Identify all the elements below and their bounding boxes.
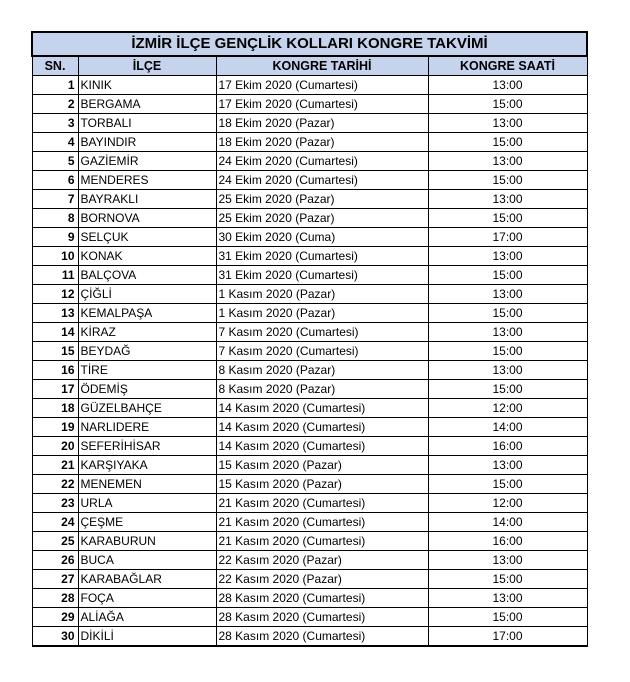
row-sn-cell: 20 xyxy=(32,437,78,456)
row-ilce-cell: MENEMEN xyxy=(78,475,216,494)
table-row xyxy=(32,399,587,418)
table-title: İZMİR İLÇE GENÇLİK KOLLARI KONGRE TAKVİMİ xyxy=(32,32,587,56)
column-header-sn: SN. xyxy=(32,56,78,76)
row-tarih-cell: 17 Ekim 2020 (Cumartesi) xyxy=(216,76,428,95)
table-body xyxy=(32,76,587,647)
row-sn-cell: 5 xyxy=(32,152,78,171)
row-tarih-cell: 25 Ekim 2020 (Pazar) xyxy=(216,190,428,209)
table-row xyxy=(32,95,587,114)
row-saat-cell: 15:00 xyxy=(428,570,587,589)
row-ilce-cell: ÖDEMİŞ xyxy=(78,380,216,399)
row-sn-cell: 30 xyxy=(32,627,78,647)
row-sn-cell: 8 xyxy=(32,209,78,228)
row-tarih-cell: 21 Kasım 2020 (Cumartesi) xyxy=(216,532,428,551)
table-row xyxy=(32,380,587,399)
row-saat-cell: 13:00 xyxy=(428,114,587,133)
row-saat-cell: 12:00 xyxy=(428,399,587,418)
row-tarih-cell: 21 Kasım 2020 (Cumartesi) xyxy=(216,513,428,532)
row-sn-cell: 14 xyxy=(32,323,78,342)
row-saat-cell: 12:00 xyxy=(428,494,587,513)
row-ilce-cell: KONAK xyxy=(78,247,216,266)
row-sn-cell: 3 xyxy=(32,114,78,133)
table-row xyxy=(32,570,587,589)
row-tarih-cell: 17 Ekim 2020 (Cumartesi) xyxy=(216,95,428,114)
row-tarih-cell: 31 Ekim 2020 (Cumartesi) xyxy=(216,266,428,285)
column-header-saat: KONGRE SAATİ xyxy=(428,56,587,76)
table-row xyxy=(32,76,587,95)
table-row xyxy=(32,228,587,247)
row-ilce-cell: KİRAZ xyxy=(78,323,216,342)
row-saat-cell: 13:00 xyxy=(428,152,587,171)
row-sn-cell: 1 xyxy=(32,76,78,95)
row-tarih-cell: 14 Kasım 2020 (Cumartesi) xyxy=(216,399,428,418)
row-ilce-cell: BEYDAĞ xyxy=(78,342,216,361)
row-saat-cell: 13:00 xyxy=(428,456,587,475)
table-row xyxy=(32,266,587,285)
row-sn-cell: 17 xyxy=(32,380,78,399)
row-sn-cell: 6 xyxy=(32,171,78,190)
row-tarih-cell: 30 Ekim 2020 (Cuma) xyxy=(216,228,428,247)
row-tarih-cell: 24 Ekim 2020 (Cumartesi) xyxy=(216,171,428,190)
row-ilce-cell: TORBALI xyxy=(78,114,216,133)
row-tarih-cell: 18 Ekim 2020 (Pazar) xyxy=(216,133,428,152)
row-tarih-cell: 8 Kasım 2020 (Pazar) xyxy=(216,361,428,380)
row-sn-cell: 13 xyxy=(32,304,78,323)
row-sn-cell: 23 xyxy=(32,494,78,513)
row-sn-cell: 15 xyxy=(32,342,78,361)
row-saat-cell: 15:00 xyxy=(428,608,587,627)
table-row xyxy=(32,418,587,437)
row-sn-cell: 4 xyxy=(32,133,78,152)
row-saat-cell: 15:00 xyxy=(428,133,587,152)
row-saat-cell: 13:00 xyxy=(428,76,587,95)
row-tarih-cell: 14 Kasım 2020 (Cumartesi) xyxy=(216,437,428,456)
row-ilce-cell: BORNOVA xyxy=(78,209,216,228)
row-ilce-cell: ALİAĞA xyxy=(78,608,216,627)
row-sn-cell: 25 xyxy=(32,532,78,551)
row-tarih-cell: 1 Kasım 2020 (Pazar) xyxy=(216,304,428,323)
row-ilce-cell: KINIK xyxy=(78,76,216,95)
row-tarih-cell: 22 Kasım 2020 (Pazar) xyxy=(216,570,428,589)
table-row xyxy=(32,589,587,608)
table-row xyxy=(32,475,587,494)
row-saat-cell: 13:00 xyxy=(428,190,587,209)
row-ilce-cell: SELÇUK xyxy=(78,228,216,247)
row-sn-cell: 18 xyxy=(32,399,78,418)
row-saat-cell: 17:00 xyxy=(428,627,587,647)
table-row xyxy=(32,342,587,361)
row-saat-cell: 15:00 xyxy=(428,266,587,285)
row-saat-cell: 13:00 xyxy=(428,551,587,570)
row-ilce-cell: BUCA xyxy=(78,551,216,570)
table-row xyxy=(32,171,587,190)
row-tarih-cell: 14 Kasım 2020 (Cumartesi) xyxy=(216,418,428,437)
row-saat-cell: 15:00 xyxy=(428,95,587,114)
table-row xyxy=(32,209,587,228)
table-row xyxy=(32,532,587,551)
row-ilce-cell: ÇEŞME xyxy=(78,513,216,532)
row-sn-cell: 7 xyxy=(32,190,78,209)
table-row xyxy=(32,247,587,266)
row-ilce-cell: DİKİLİ xyxy=(78,627,216,647)
table-row xyxy=(32,361,587,380)
table-row xyxy=(32,114,587,133)
row-saat-cell: 13:00 xyxy=(428,323,587,342)
row-ilce-cell: ÇİĞLİ xyxy=(78,285,216,304)
table-row xyxy=(32,494,587,513)
congress-schedule-table xyxy=(31,31,588,647)
row-tarih-cell: 28 Kasım 2020 (Cumartesi) xyxy=(216,608,428,627)
table-row xyxy=(32,285,587,304)
row-saat-cell: 16:00 xyxy=(428,437,587,456)
table-row xyxy=(32,608,587,627)
table-row xyxy=(32,190,587,209)
row-tarih-cell: 8 Kasım 2020 (Pazar) xyxy=(216,380,428,399)
row-tarih-cell: 21 Kasım 2020 (Cumartesi) xyxy=(216,494,428,513)
row-saat-cell: 14:00 xyxy=(428,513,587,532)
row-saat-cell: 13:00 xyxy=(428,247,587,266)
table-row xyxy=(32,456,587,475)
row-tarih-cell: 18 Ekim 2020 (Pazar) xyxy=(216,114,428,133)
row-sn-cell: 9 xyxy=(32,228,78,247)
title-row xyxy=(32,32,587,56)
row-tarih-cell: 1 Kasım 2020 (Pazar) xyxy=(216,285,428,304)
row-ilce-cell: BERGAMA xyxy=(78,95,216,114)
row-sn-cell: 22 xyxy=(32,475,78,494)
header-row xyxy=(32,56,587,76)
table-row xyxy=(32,152,587,171)
row-sn-cell: 29 xyxy=(32,608,78,627)
row-sn-cell: 21 xyxy=(32,456,78,475)
table-row xyxy=(32,133,587,152)
row-saat-cell: 13:00 xyxy=(428,589,587,608)
row-saat-cell: 15:00 xyxy=(428,342,587,361)
row-saat-cell: 15:00 xyxy=(428,171,587,190)
row-ilce-cell: GÜZELBAHÇE xyxy=(78,399,216,418)
row-tarih-cell: 7 Kasım 2020 (Cumartesi) xyxy=(216,323,428,342)
row-ilce-cell: MENDERES xyxy=(78,171,216,190)
row-ilce-cell: BAYINDIR xyxy=(78,133,216,152)
row-tarih-cell: 28 Kasım 2020 (Cumartesi) xyxy=(216,627,428,647)
row-saat-cell: 15:00 xyxy=(428,475,587,494)
row-sn-cell: 2 xyxy=(32,95,78,114)
row-tarih-cell: 24 Ekim 2020 (Cumartesi) xyxy=(216,152,428,171)
row-tarih-cell: 22 Kasım 2020 (Pazar) xyxy=(216,551,428,570)
table-row xyxy=(32,513,587,532)
row-tarih-cell: 31 Ekim 2020 (Cumartesi) xyxy=(216,247,428,266)
row-ilce-cell: FOÇA xyxy=(78,589,216,608)
row-tarih-cell: 15 Kasım 2020 (Pazar) xyxy=(216,456,428,475)
row-sn-cell: 27 xyxy=(32,570,78,589)
row-saat-cell: 17:00 xyxy=(428,228,587,247)
row-ilce-cell: KARABURUN xyxy=(78,532,216,551)
column-header-tarih: KONGRE TARİHİ xyxy=(216,56,428,76)
row-ilce-cell: KARŞIYAKA xyxy=(78,456,216,475)
row-tarih-cell: 28 Kasım 2020 (Cumartesi) xyxy=(216,589,428,608)
row-ilce-cell: NARLIDERE xyxy=(78,418,216,437)
row-saat-cell: 14:00 xyxy=(428,418,587,437)
column-header-ilce: İLÇE xyxy=(78,56,216,76)
row-saat-cell: 13:00 xyxy=(428,285,587,304)
row-saat-cell: 13:00 xyxy=(428,361,587,380)
congress-schedule-sheet xyxy=(31,31,586,647)
row-sn-cell: 16 xyxy=(32,361,78,380)
row-tarih-cell: 7 Kasım 2020 (Cumartesi) xyxy=(216,342,428,361)
row-sn-cell: 24 xyxy=(32,513,78,532)
row-saat-cell: 16:00 xyxy=(428,532,587,551)
table-row xyxy=(32,304,587,323)
row-sn-cell: 11 xyxy=(32,266,78,285)
table-row xyxy=(32,323,587,342)
row-ilce-cell: KARABAĞLAR xyxy=(78,570,216,589)
row-sn-cell: 19 xyxy=(32,418,78,437)
table-row xyxy=(32,551,587,570)
row-saat-cell: 15:00 xyxy=(428,380,587,399)
row-tarih-cell: 15 Kasım 2020 (Pazar) xyxy=(216,475,428,494)
row-sn-cell: 10 xyxy=(32,247,78,266)
row-sn-cell: 28 xyxy=(32,589,78,608)
row-ilce-cell: SEFERİHİSAR xyxy=(78,437,216,456)
row-saat-cell: 15:00 xyxy=(428,209,587,228)
row-ilce-cell: KEMALPAŞA xyxy=(78,304,216,323)
row-saat-cell: 15:00 xyxy=(428,304,587,323)
row-ilce-cell: TİRE xyxy=(78,361,216,380)
row-sn-cell: 12 xyxy=(32,285,78,304)
row-ilce-cell: BAYRAKLI xyxy=(78,190,216,209)
row-tarih-cell: 25 Ekim 2020 (Pazar) xyxy=(216,209,428,228)
row-ilce-cell: GAZİEMİR xyxy=(78,152,216,171)
row-ilce-cell: BALÇOVA xyxy=(78,266,216,285)
row-ilce-cell: URLA xyxy=(78,494,216,513)
table-row xyxy=(32,437,587,456)
row-sn-cell: 26 xyxy=(32,551,78,570)
table-row xyxy=(32,627,587,647)
